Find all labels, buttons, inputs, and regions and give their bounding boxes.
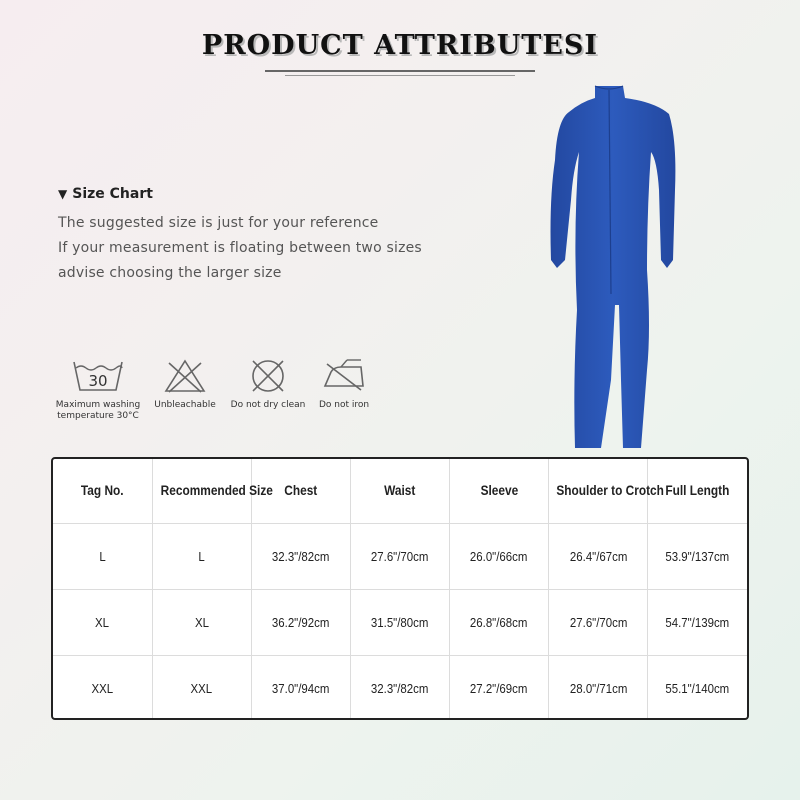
title-underline (265, 70, 535, 72)
size-note-line: The suggested size is just for your reference (58, 215, 379, 231)
svg-text:30: 30 (88, 372, 108, 390)
table-cell: 26.0"/66cm (450, 523, 549, 589)
care-label: temperature 30°C (57, 411, 139, 421)
column-header: Chest (251, 459, 350, 523)
table-cell: 32.3"/82cm (251, 523, 350, 589)
table-cell: 27.2"/69cm (450, 655, 549, 720)
column-header: Full Length (648, 459, 747, 523)
bodysuit-image (535, 80, 700, 455)
title-underline-thin (285, 75, 515, 76)
care-label: Do not iron (318, 400, 370, 410)
table-cell: 31.5"/80cm (350, 589, 449, 655)
table-cell: XL (152, 589, 251, 655)
size-note-line: If your measurement is floating between two sizes (58, 240, 422, 256)
table-cell: 36.2"/92cm (251, 589, 350, 655)
care-item-wash (55, 358, 141, 422)
table-cell: 27.6"/70cm (549, 589, 648, 655)
column-header: Sleeve (450, 459, 549, 523)
size-chart-heading-text: Size Chart (72, 186, 153, 202)
no-bleach-icon (163, 358, 207, 394)
table-cell: XL (53, 589, 152, 655)
table-cell: 37.0"/94cm (251, 655, 350, 720)
table-header-row (53, 459, 747, 523)
table-cell: 27.6"/70cm (350, 523, 449, 589)
table-cell: 32.3"/82cm (350, 655, 449, 720)
care-label: Do not dry clean (230, 400, 306, 410)
size-note-line: advise choosing the larger size (58, 265, 282, 281)
title-block (0, 30, 800, 61)
table-cell: L (152, 523, 251, 589)
table-cell: XXL (152, 655, 251, 720)
no-iron-icon (321, 358, 367, 394)
size-chart-heading (58, 186, 153, 202)
table-cell: 53.9"/137cm (648, 523, 747, 589)
size-table (51, 457, 749, 720)
wash-30-icon (70, 358, 126, 394)
table-row (53, 523, 747, 589)
table-cell: 28.0"/71cm (549, 655, 648, 720)
column-header: Shoulder to Crotch (549, 459, 648, 523)
table-cell: 26.8"/68cm (450, 589, 549, 655)
column-header: Waist (350, 459, 449, 523)
care-item-bleach (152, 358, 218, 411)
care-item-iron (313, 358, 375, 411)
table-row (53, 589, 747, 655)
care-label: Maximum washing (55, 400, 141, 410)
table-cell: 54.7"/139cm (648, 589, 747, 655)
table-cell: 26.4"/67cm (549, 523, 648, 589)
care-label: Unbleachable (154, 400, 216, 410)
table-cell: 55.1"/140cm (648, 655, 747, 720)
page-title: PRODUCT ATTRIBUTESI (201, 30, 599, 61)
column-header: Recommended Size (152, 459, 251, 523)
table-cell: L (53, 523, 152, 589)
care-item-dry-clean (228, 358, 308, 411)
triangle-down-icon: ▼ (58, 187, 68, 201)
table-cell: XXL (53, 655, 152, 720)
no-dry-clean-icon (248, 358, 288, 394)
column-header: Tag No. (53, 459, 152, 523)
table-row (53, 655, 747, 720)
